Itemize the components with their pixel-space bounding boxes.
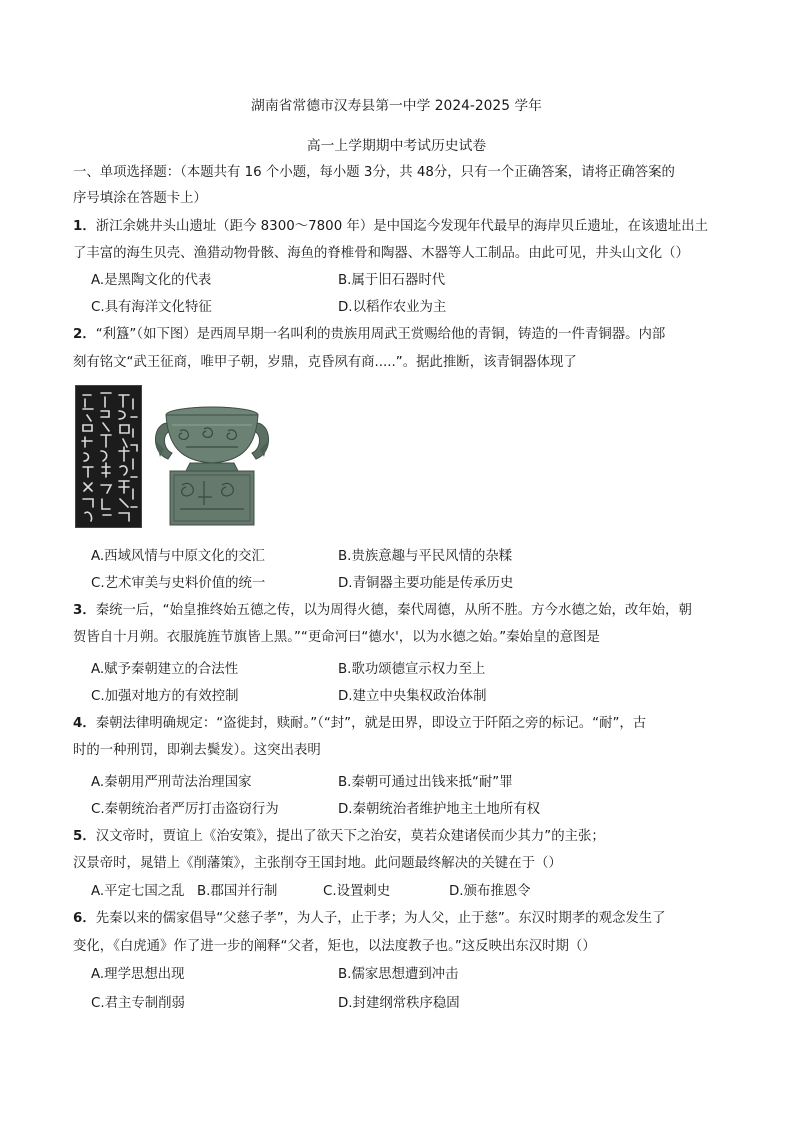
option-c: C.具有海洋文化特征 bbox=[91, 300, 212, 315]
option-c: C.加强对地方的有效控制 bbox=[91, 689, 239, 704]
question-stem-line: 汉景帝时，晁错上《削藩策》，主张削夺王国封地。此问题最终解决的关键在于（） bbox=[73, 856, 562, 871]
question-stem-line: 了丰富的海生贝壳、渔猎动物骨骸、海鱼的脊椎骨和陶器、木器等人工制品。由此可见，井头山文化（） bbox=[73, 246, 689, 261]
question-stem-line: 贺皆自十月朔。衣服旄旌节旗皆上黑。”“更命河曰“德水'，以为水德之始。”秦始皇的意图是 bbox=[73, 630, 600, 645]
question-stem-line: 刻有铭文“武王征商，唯甲子朝，岁鼎，克昏夙有商.....”。据此推断，该青铜器体现了 bbox=[73, 355, 577, 370]
section-instruction-line1: 一、单项选择题：（本题共有 16 个小题，每小题 3分，共 48分，只有一个正确答案，请将正确答案的 bbox=[73, 165, 675, 180]
option-a: A.理学思想出现 bbox=[91, 967, 185, 982]
option-d: D.以稻作农业为主 bbox=[338, 300, 447, 315]
question-stem-line: “利簋”（如下图）是西周早期一名叫利的贵族用周武王赏赐给他的青铜，铸造的一件青铜器。内部 bbox=[95, 327, 666, 342]
option-c: C.君主专制削弱 bbox=[91, 996, 185, 1011]
question-number: 4． bbox=[73, 716, 96, 731]
option-c: C.艺术审美与史料价值的统一 bbox=[91, 576, 266, 591]
option-a: A.平定七国之乱 bbox=[91, 884, 185, 899]
option-d: D.建立中央集权政治体制 bbox=[338, 689, 487, 704]
question-stem-line: 秦统一后，“始皇推终始五德之传，以为周得火德，秦代周德，从所不胜。方今水德之始，改年始，朝 bbox=[95, 603, 692, 618]
option-d: D.秦朝统治者维护地主土地所有权 bbox=[338, 802, 541, 817]
inscription-rubbing-image bbox=[75, 385, 142, 528]
option-a: A.赋予秦朝建立的合法性 bbox=[91, 662, 239, 677]
option-c: C.秦朝统治者严厉打击盗窃行为 bbox=[91, 802, 279, 817]
option-b: B.贵族意趣与平民风情的杂糅 bbox=[338, 549, 513, 564]
option-c: C.设置刺史 bbox=[323, 884, 391, 899]
option-a: A.是黑陶文化的代表 bbox=[91, 273, 212, 288]
exam-subtitle: 高一上学期期中考试历史试卷 bbox=[306, 138, 487, 154]
bronze-gui-vessel-image bbox=[150, 401, 274, 528]
question-number: 1． bbox=[73, 219, 96, 234]
question-stem-line: 浙江余姚井头山遗址（距今 8300～7800 年）是中国迄今发现年代最早的海岸贝丘遗址，在该遗址出土 bbox=[95, 219, 709, 234]
option-d: D.颁布推恩令 bbox=[449, 884, 531, 899]
option-a: A.西域风情与中原文化的交汇 bbox=[91, 549, 265, 564]
question-number: 2． bbox=[73, 327, 96, 342]
option-b: B.歌功颂德宣示权力至上 bbox=[338, 662, 486, 677]
question-stem-line: 汉文帝时，贾谊上《治安策》，提出了欲天下之治安，莫若众建诸侯而少其力”的主张； bbox=[95, 829, 605, 844]
question-stem-line: 秦朝法律明确规定：“盗徙封，赎耐。”（“封”，就是田界，即设立于阡陌之旁的标记。“耐”，古 bbox=[95, 716, 647, 731]
option-d: D.青铜器主要功能是传承历史 bbox=[338, 576, 514, 591]
option-a: A.秦朝用严刑苛法治理国家 bbox=[91, 775, 252, 790]
option-b: B.属于旧石器时代 bbox=[338, 273, 446, 288]
question-number: 6． bbox=[73, 911, 96, 926]
question-stem-line: 时的一种刑罚，即剃去鬓发）。这突出表明 bbox=[73, 743, 321, 758]
option-b: B.儒家思想遭到冲击 bbox=[338, 967, 459, 982]
question-stem-line: 先秦以来的儒家倡导“父慈子孝”，为人子，止于孝；为人父，止于慈”。东汉时期孝的观念发生了 bbox=[95, 911, 666, 926]
question-stem-line: 变化，《白虎通》作了进一步的阐释“父者，矩也，以法度教子也。”这反映出东汉时期（） bbox=[73, 939, 596, 954]
question-number: 3． bbox=[73, 603, 96, 618]
section-instruction-line2: 序号填涂在答题卡上） bbox=[73, 191, 207, 206]
question-number: 5． bbox=[73, 829, 96, 844]
option-d: D.封建纲常秩序稳固 bbox=[338, 996, 460, 1011]
option-b: B.郡国并行制 bbox=[197, 884, 278, 899]
option-b: B.秦朝可通过出钱来抵“耐”罪 bbox=[338, 775, 513, 790]
exam-title: 湖南省常德市汉寿县第一中学 2024-2025 学年 bbox=[251, 98, 542, 114]
